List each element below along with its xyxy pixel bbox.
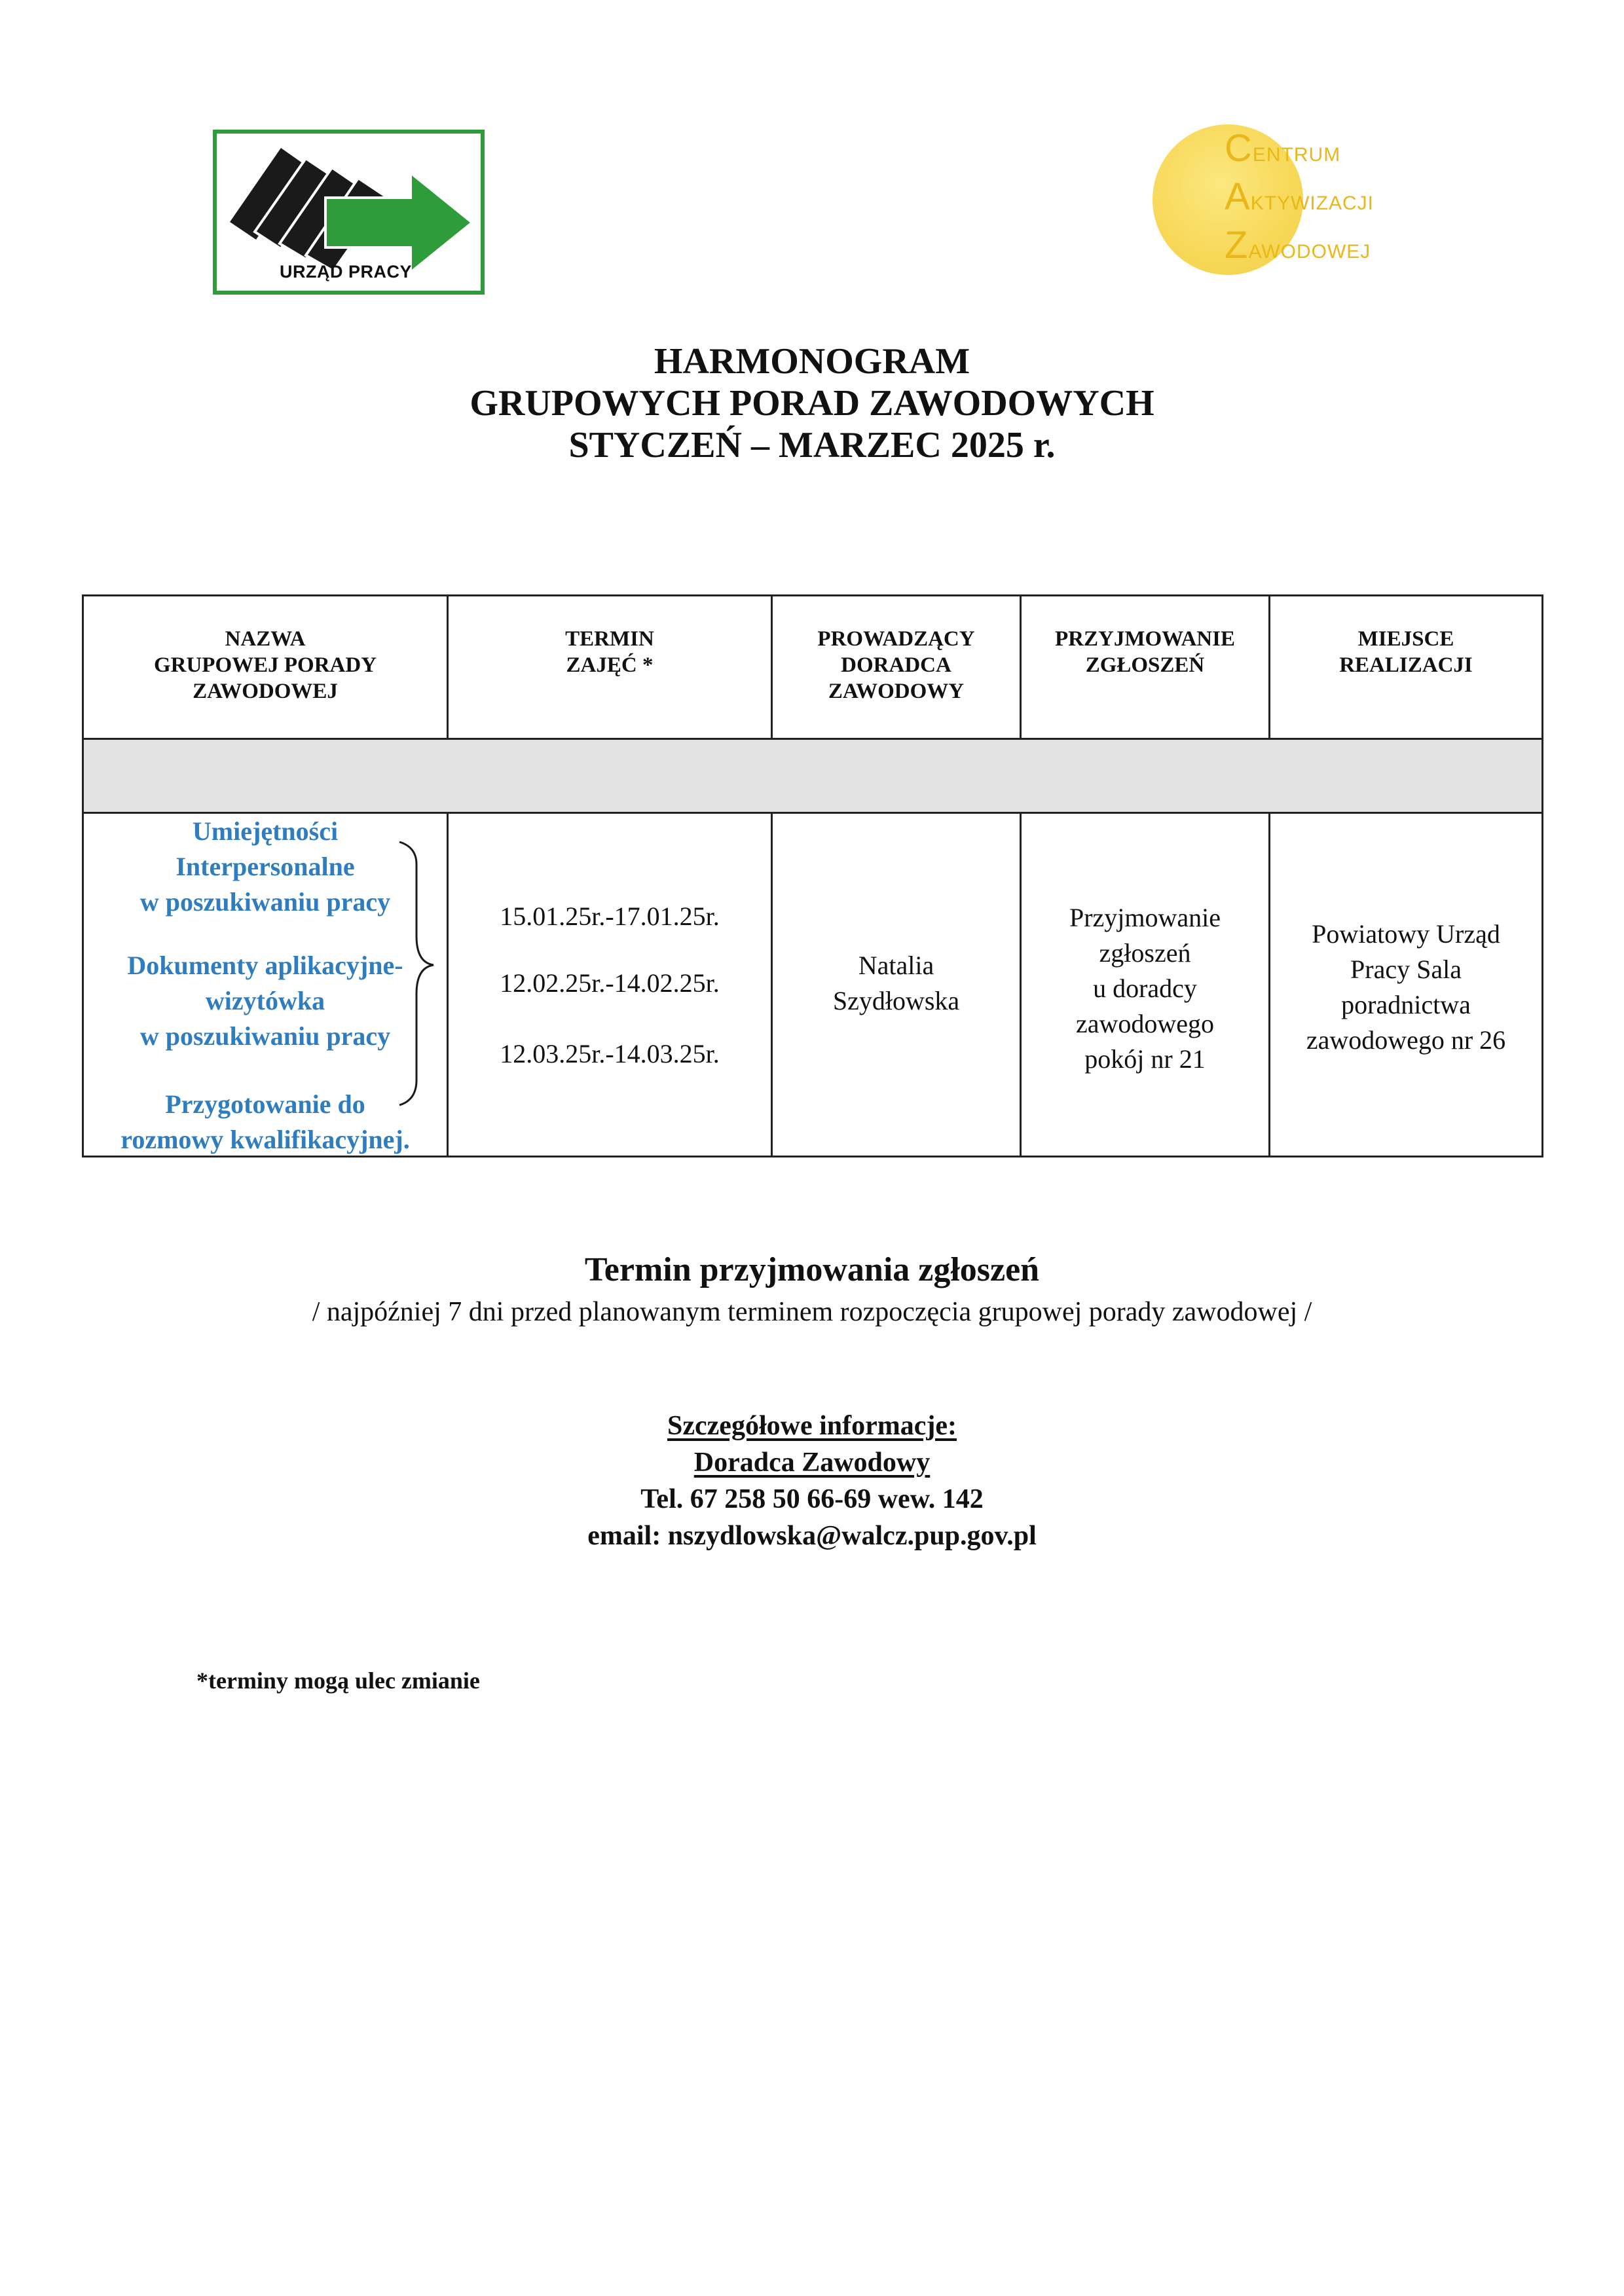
topic-umiejetnosci: Umiejętności Interpersonalne w poszukiwaniu pracy [139, 816, 391, 917]
centrum-aktywizacji-logo [1153, 118, 1428, 288]
date-1: 15.01.25r.-17.01.25r. [500, 902, 720, 931]
page-title [0, 340, 1624, 466]
deadline-note: / najpóźniej 7 dni przed planowanym terminem rozpoczęcia grupowej porady zawodowej / [312, 1297, 1312, 1327]
advisor-name: Natalia Szydłowska [832, 951, 960, 1015]
contact-email: email: nszydlowska@walcz.pup.gov.pl [587, 1521, 1037, 1551]
title-line-3: STYCZEŃ – MARZEC 2025 r. [568, 425, 1056, 465]
header-przyjmowanie: PRZYJMOWANIE ZGŁOSZEŃ [1054, 627, 1235, 677]
header-prowadzacy: PROWADZĄCY DORADCA ZAWODOWY [817, 627, 975, 703]
urzad-pracy-logo-label: URZĄD PRACY [280, 262, 413, 282]
topic-dokumenty: Dokumenty aplikacyjne- wizytówka w poszukiwaniu pracy [127, 951, 403, 1051]
title-line-2: GRUPOWYCH PORAD ZAWODOWYCH [470, 383, 1154, 424]
centrum-logo-line-3: ZAWODOWEJ [1225, 224, 1371, 266]
footnote: *terminy mogą ulec zmianie [196, 1667, 480, 1694]
place-info: Powiatowy Urząd Pracy Sala poradnictwa zawodowego nr 26 [1306, 919, 1506, 1055]
contact-block [0, 1408, 1624, 1554]
contact-phone: Tel. 67 258 50 66-69 wew. 142 [640, 1484, 984, 1514]
registration-info: Przyjmowanie zgłoszeń u doradcy zawodowego pokój nr 21 [1069, 903, 1221, 1074]
centrum-logo-line-2: AKTYWIZACJI [1225, 175, 1375, 218]
brace-icon [393, 838, 445, 1113]
centrum-logo-line-1: CENTRUM [1225, 127, 1341, 170]
contact-role: Doradca Zawodowy [693, 1448, 931, 1478]
deadline-heading: Termin przyjmowania zgłoszeń [584, 1251, 1040, 1288]
topic-przygotowanie: Przygotowanie do rozmowy kwalifikacyjnej. [120, 1089, 410, 1154]
table-gray-row [84, 740, 1541, 812]
urzad-pracy-logo [213, 130, 485, 295]
date-2: 12.02.25r.-14.02.25r. [500, 968, 720, 998]
title-line-1: HARMONOGRAM [654, 341, 970, 382]
date-3: 12.03.25r.-14.03.25r. [500, 1039, 720, 1068]
header-miejsce: MIEJSCE REALIZACJI [1339, 627, 1473, 677]
header-nazwa: NAZWA GRUPOWEJ PORADY ZAWODOWEJ [153, 627, 377, 703]
contact-heading: Szczegółowe informacje: [667, 1411, 957, 1441]
header-termin: TERMIN ZAJĘĆ * [565, 627, 654, 677]
